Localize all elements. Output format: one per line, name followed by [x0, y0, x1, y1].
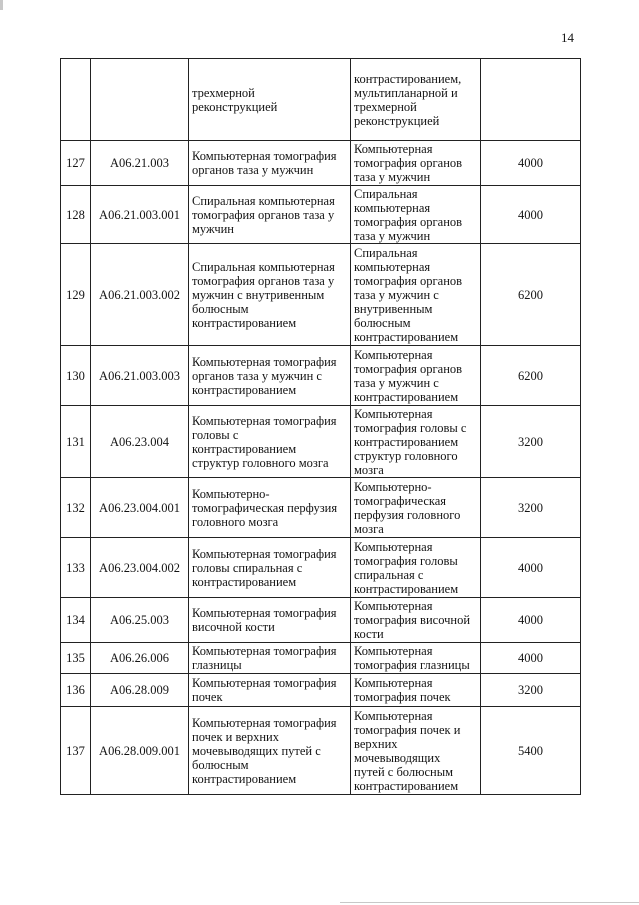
table-row — [61, 643, 581, 674]
cell-name-text: Компьютерная томография височной кости — [192, 606, 337, 634]
cell-price: 4000 — [481, 141, 581, 186]
cell-price: 4000 — [481, 598, 581, 643]
cell-price: 4000 — [481, 643, 581, 674]
table-row — [61, 598, 581, 643]
cell-description — [351, 674, 481, 707]
cell-description — [351, 59, 481, 141]
cell-num: 133 — [61, 538, 91, 598]
cell-price: 3200 — [481, 406, 581, 478]
cell-code: A06.28.009 — [91, 674, 189, 707]
cell-description — [351, 406, 481, 478]
cell-description — [351, 598, 481, 643]
cell-name — [189, 346, 351, 406]
table-row-continuation — [61, 59, 581, 141]
cell-description-text: Компьютерная томография височной кости — [354, 599, 471, 641]
cell-code: A06.21.003.003 — [91, 346, 189, 406]
cell-description — [351, 707, 481, 795]
cell-price: 3200 — [481, 478, 581, 538]
cell-num: 131 — [61, 406, 91, 478]
table-row — [61, 538, 581, 598]
cell-description-text: Компьютерная томография почек — [354, 676, 451, 704]
cell-name — [189, 141, 351, 186]
cell-code: A06.28.009.001 — [91, 707, 189, 795]
cell-description-text: Компьютерная томография глазницы — [354, 644, 470, 672]
cell-name-text: Компьютерная томография головы спиральная с контрастированием — [192, 546, 337, 589]
cell-name — [189, 186, 351, 244]
cell-num: 136 — [61, 674, 91, 707]
table-row — [61, 707, 581, 795]
cell-name-text: трехмерной реконструкцией — [192, 85, 278, 114]
cell-num: 137 — [61, 707, 91, 795]
cell-name — [189, 538, 351, 598]
cell-price: 4000 — [481, 538, 581, 598]
cell-code: A06.23.004.002 — [91, 538, 189, 598]
cell-description-text: контрастированием, мультипланарной и трехмерной реконструкцией — [354, 71, 462, 128]
cell-name-text: Спиральная компьютерная томография органов таза у мужчин — [192, 193, 335, 236]
cell-num: 132 — [61, 478, 91, 538]
cell-num: 128 — [61, 186, 91, 244]
cell-code: A06.26.006 — [91, 643, 189, 674]
cell-price: 5400 — [481, 707, 581, 795]
cell-price: 4000 — [481, 186, 581, 244]
cell-name-text: Компьютерная томография органов таза у мужчин с контрастированием — [192, 354, 337, 397]
cell-name — [189, 59, 351, 141]
cell-price: 6200 — [481, 346, 581, 406]
cell-code: A06.21.003 — [91, 141, 189, 186]
table-row — [61, 674, 581, 707]
cell-price: 6200 — [481, 244, 581, 346]
table-row — [61, 478, 581, 538]
table-row — [61, 244, 581, 346]
cell-name-text: Компьютерная томография головы с контрастированием структур головного мозга — [192, 413, 337, 470]
cell-num: 127 — [61, 141, 91, 186]
cell-description-text: Спиральная компьютерная томография органов таза у мужчин — [354, 186, 463, 243]
cell-description — [351, 538, 481, 598]
cell-description-text: Компьютерная томография головы спиральная с контрастированием — [354, 539, 459, 596]
cell-code — [91, 59, 189, 141]
cell-description — [351, 643, 481, 674]
cell-description-text: Компьютерная томография органов таза у мужчин — [354, 142, 463, 184]
cell-code: A06.23.004.001 — [91, 478, 189, 538]
cell-num: 135 — [61, 643, 91, 674]
table-row — [61, 141, 581, 186]
cell-code: A06.25.003 — [91, 598, 189, 643]
cell-price — [481, 59, 581, 141]
cell-num — [61, 59, 91, 141]
table-row — [61, 346, 581, 406]
cell-description — [351, 244, 481, 346]
cell-name-text: Компьютерная томография почек — [192, 676, 337, 704]
table-row — [61, 186, 581, 244]
cell-description — [351, 478, 481, 538]
price-table — [60, 58, 581, 795]
cell-description-text: Компьютерная томография органов таза у мужчин с контрастированием — [354, 347, 463, 404]
cell-num: 130 — [61, 346, 91, 406]
cell-name-text: Спиральная компьютерная томография органов таза у мужчин с внутривенным болюсным контрастированием — [192, 259, 335, 330]
cell-description — [351, 186, 481, 244]
cell-code: A06.21.003.001 — [91, 186, 189, 244]
cell-price: 3200 — [481, 674, 581, 707]
cell-description — [351, 346, 481, 406]
cell-description-text: Спиральная компьютерная томография органов таза у мужчин с внутривенным болюсным контрастированием — [354, 245, 463, 344]
cell-code: A06.21.003.002 — [91, 244, 189, 346]
scan-edge-mark-bottom — [340, 902, 639, 903]
cell-description-text: Компьютерная томография головы с контрастированием структур головного мозга — [354, 406, 467, 477]
cell-name-text: Компьютерно- томографическая перфузия головного мозга — [192, 486, 338, 529]
cell-description-text: Компьютерная томография почек и верхних мочевыводящих путей с болюсным контрастированием — [354, 708, 461, 793]
cell-name-text: Компьютерная томография глазницы — [192, 644, 337, 672]
cell-description-text: Компьютерно- томографическая перфузия головного мозга — [354, 479, 461, 536]
cell-num: 129 — [61, 244, 91, 346]
cell-name-text: Компьютерная томография почек и верхних мочевыводящих путей с болюсным контрастированием — [192, 715, 337, 786]
cell-name — [189, 707, 351, 795]
cell-code: A06.23.004 — [91, 406, 189, 478]
cell-name — [189, 244, 351, 346]
cell-num: 134 — [61, 598, 91, 643]
cell-description — [351, 141, 481, 186]
cell-name-text: Компьютерная томография органов таза у мужчин — [192, 149, 337, 177]
scan-edge-mark — [0, 0, 3, 10]
cell-name — [189, 598, 351, 643]
page-number: 14 — [561, 30, 574, 45]
cell-name — [189, 478, 351, 538]
table-row — [61, 406, 581, 478]
cell-name — [189, 643, 351, 674]
cell-name — [189, 674, 351, 707]
cell-name — [189, 406, 351, 478]
